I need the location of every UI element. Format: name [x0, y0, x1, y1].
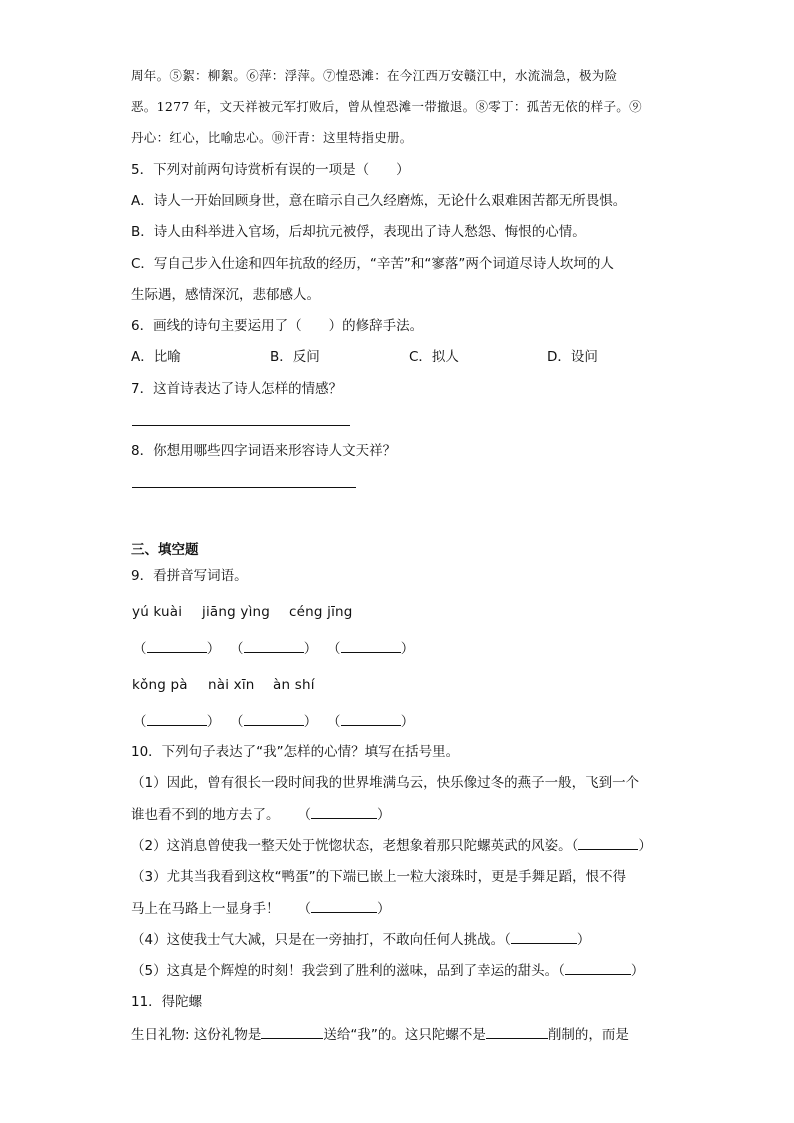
footnote-line-2: 恶。1277 年，文天祥被元军打败后，曾从惶恐滩一带撤退。⑧零丁：孤苦无依的样子。⑨	[131, 99, 642, 114]
q11-text-2: 送给“我”的。这只陀螺不是	[323, 1027, 486, 1043]
paren-open: （	[297, 901, 311, 917]
q7-stem: 7．这首诗表达了诗人怎样的情感？	[131, 381, 343, 397]
paren-close: ）	[377, 901, 391, 917]
blank[interactable]	[244, 711, 304, 726]
paren-open: （	[558, 963, 565, 979]
sentence-text: 谁也看不到的地方去了。	[131, 807, 280, 823]
paren-open: （	[133, 714, 147, 730]
q11-text-1: 生日礼物: 这份礼物是	[131, 1027, 262, 1043]
paren-close: ）	[303, 714, 318, 730]
q10-sentence-1-cont	[131, 804, 391, 825]
answer-blank-1[interactable]	[311, 804, 377, 819]
paren-close: ）	[206, 641, 221, 657]
q9-stem: 9．看拼音写词语。	[131, 568, 248, 584]
blank[interactable]	[341, 711, 401, 726]
blank[interactable]	[244, 638, 304, 653]
paren-close: ）	[576, 932, 591, 948]
sentence-text: （5）这真是个辉煌的时刻！我尝到了胜利的滋味，品到了幸运的甜头。	[131, 963, 559, 979]
blank[interactable]	[341, 638, 401, 653]
paren-close: ）	[377, 807, 391, 823]
blank[interactable]	[147, 638, 207, 653]
pinyin-5: nài xīn	[208, 677, 255, 693]
paren-close: ）	[206, 714, 221, 730]
pinyin-2: jiāng yìng	[202, 604, 271, 620]
q6-option-a[interactable]: A．比喻	[131, 349, 181, 365]
paren-close: ）	[303, 641, 318, 657]
q10-sentence-3: （3）尤其当我看到这枚“鸭蛋”的下端已嵌上一粒大滚珠时，更是手舞足蹈，恨不得	[131, 869, 627, 885]
footnote-line-1: 周年。⑤絮：柳絮。⑥萍：浮萍。⑦惶恐滩：在今江西万安赣江中，水流湍急，极为险	[131, 68, 618, 83]
q11-text-3: 削制的，而是	[547, 1027, 629, 1043]
pinyin-6: àn shí	[273, 677, 315, 693]
q5-option-b[interactable]: B．诗人由科举进入官场，后却抗元被俘，表现出了诗人愁怨、悔恨的心情。	[131, 224, 586, 240]
q5-option-a[interactable]: A．诗人一开始回顾身世，意在暗示自己久经磨炼，无论什么艰难困苦都无所畏惧。	[131, 193, 627, 209]
q10-sentence-2	[131, 835, 652, 856]
q7-answer-line[interactable]	[132, 425, 350, 426]
q11-blank-1[interactable]	[261, 1024, 323, 1039]
answer-blank-5[interactable]	[565, 960, 631, 975]
pinyin-4: kǒng pà	[132, 677, 188, 693]
paren-close: ）	[400, 714, 415, 730]
answer-blank-3[interactable]	[311, 898, 377, 913]
q5-option-c[interactable]: C．写自己步入仕途和四年抗敌的经历，“辛苦”和“寥落”两个词道尽诗人坎坷的人	[131, 256, 614, 272]
answer-slot-2[interactable]	[230, 638, 317, 659]
paren-open: （	[230, 641, 244, 657]
footnote-line-3: 丹心：红心，比喻忠心。⑩汗青：这里特指史册。	[131, 130, 413, 145]
q10-sentence-1: （1）因此，曾有很长一段时间我的世界堆满乌云，快乐像过冬的燕子一般，飞到一个	[131, 775, 640, 791]
paren-close: ）	[630, 963, 645, 979]
q11-sentence	[131, 1024, 629, 1045]
q10-stem: 10．下列句子表达了“我”怎样的心情？填写在括号里。	[131, 744, 460, 760]
sentence-text: 马上在马路上一显身手！	[131, 901, 280, 917]
paren-open: （	[571, 838, 579, 854]
q8-stem: 8．你想用哪些四字词语来形容诗人文天祥？	[131, 443, 397, 459]
q11-blank-2[interactable]	[486, 1024, 548, 1039]
q10-sentence-5	[131, 960, 644, 981]
q6-stem: 6．画线的诗句主要运用了（ ）的修辞手法。	[131, 318, 424, 334]
q8-answer-line[interactable]	[132, 487, 356, 488]
answer-slot-5[interactable]	[230, 711, 317, 732]
answer-slot-4[interactable]	[133, 711, 220, 732]
q5-option-c-cont: 生际遇，感情深沉，悲郁感人。	[131, 287, 320, 303]
pinyin-3: céng jīng	[289, 604, 353, 620]
q6-option-c[interactable]: C．拟人	[409, 349, 459, 365]
pinyin-1: yú kuài	[132, 604, 183, 620]
paren-close: ）	[638, 838, 652, 854]
sentence-text: （4）这使我士气大减，只是在一旁抽打，不敢向任何人挑战。	[131, 932, 505, 948]
paren-open: （	[133, 641, 147, 657]
q5-stem: 5．下列对前两句诗赏析有误的一项是（ ）	[131, 162, 410, 178]
answer-slot-6[interactable]	[327, 711, 414, 732]
paren-open: （	[230, 714, 244, 730]
answer-blank-2[interactable]	[578, 835, 638, 850]
paren-open: （	[327, 641, 341, 657]
paren-open: （	[504, 932, 511, 948]
answer-slot-1[interactable]	[133, 638, 220, 659]
sentence-text: （2）这消息曾使我一整天处于恍惚状态，老想象着那只陀螺英武的风姿。	[131, 838, 572, 854]
paren-open: （	[297, 807, 311, 823]
q11-stem: 11．得陀螺	[131, 994, 203, 1010]
answer-blank-4[interactable]	[511, 929, 577, 944]
blank[interactable]	[147, 711, 207, 726]
q6-option-d[interactable]: D．设问	[547, 349, 598, 365]
paren-close: ）	[400, 641, 415, 657]
section-title: 三、填空题	[131, 542, 199, 558]
paren-open: （	[327, 714, 341, 730]
answer-slot-3[interactable]	[327, 638, 414, 659]
q6-option-b[interactable]: B．反问	[270, 349, 320, 365]
q10-sentence-4	[131, 929, 590, 950]
q10-sentence-3-cont	[131, 898, 391, 919]
